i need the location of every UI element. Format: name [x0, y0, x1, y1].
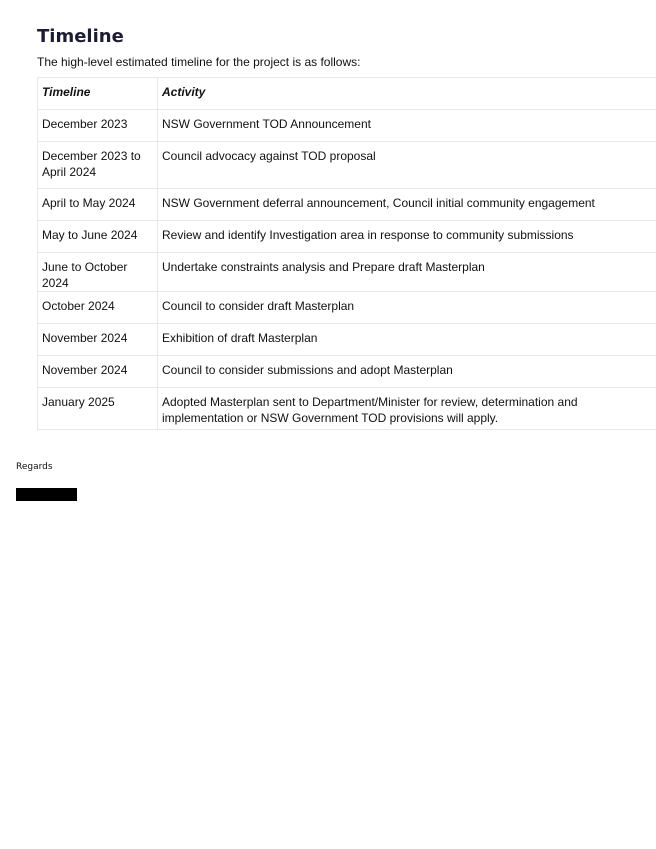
table-row: [38, 324, 656, 356]
timeline-cell: October 2024: [38, 292, 158, 324]
table-row: [38, 253, 656, 292]
table-row: [38, 356, 656, 388]
table-row: [38, 388, 656, 430]
timeline-cell: June to October 2024: [38, 253, 158, 292]
timeline-cell: December 2023: [38, 110, 158, 142]
column-header-activity: Activity: [158, 78, 656, 110]
intro-text: The high-level estimated timeline for the project is as follows:: [37, 55, 361, 69]
timeline-cell: November 2024: [38, 324, 158, 356]
table-row: [38, 189, 656, 221]
activity-cell: Exhibition of draft Masterplan: [158, 324, 656, 356]
timeline-cell: November 2024: [38, 356, 158, 388]
activity-cell: Review and identify Investigation area in response to community submissions: [158, 221, 656, 253]
timeline-section: [37, 24, 656, 425]
timeline-table: [37, 77, 656, 430]
timeline-cell: December 2023 to April 2024: [38, 142, 158, 189]
activity-cell: Council to consider submissions and adopt Masterplan: [158, 356, 656, 388]
table-row: [38, 110, 656, 142]
closing-text: Regards: [16, 462, 53, 472]
activity-cell: NSW Government deferral announcement, Council initial community engagement: [158, 189, 656, 221]
activity-cell: NSW Government TOD Announcement: [158, 110, 656, 142]
column-header-timeline: Timeline: [38, 78, 158, 110]
table-header-row: [38, 78, 656, 110]
activity-cell: Adopted Masterplan sent to Department/Minister for review, determination and implementation or NSW Government TOD provisions will apply.: [158, 388, 656, 430]
activity-cell: Undertake constraints analysis and Prepare draft Masterplan: [158, 253, 656, 292]
timeline-cell: April to May 2024: [38, 189, 158, 221]
section-heading: Timeline: [37, 26, 124, 47]
activity-cell: Council advocacy against TOD proposal: [158, 142, 656, 189]
timeline-cell: January 2025: [38, 388, 158, 430]
table-row: [38, 221, 656, 253]
activity-cell: Council to consider draft Masterplan: [158, 292, 656, 324]
redacted-signature: [16, 488, 77, 501]
table-row: [38, 292, 656, 324]
timeline-cell: May to June 2024: [38, 221, 158, 253]
table-row: [38, 142, 656, 189]
